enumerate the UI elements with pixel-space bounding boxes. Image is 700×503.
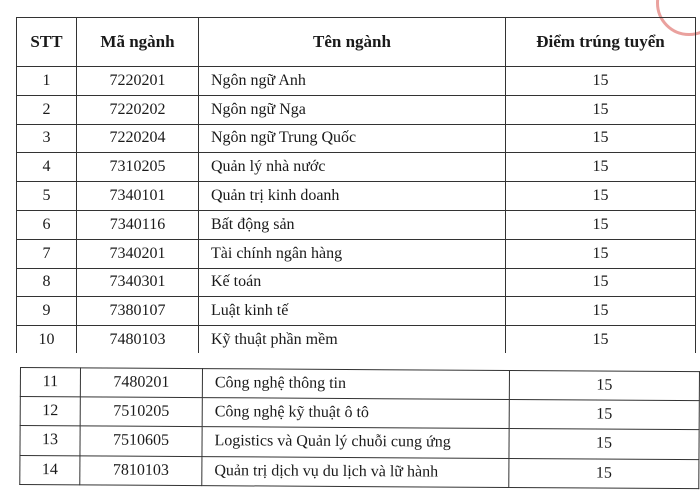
cell-name: Logistics và Quản lý chuỗi cung ứng <box>202 427 509 458</box>
cell-score: 15 <box>509 400 699 430</box>
cell-code: 7380107 <box>77 297 199 326</box>
cell-code: 7220201 <box>77 67 199 96</box>
header-code: Mã ngành <box>77 18 199 67</box>
cell-code: 7340101 <box>77 182 199 211</box>
cell-stt: 14 <box>20 455 80 485</box>
cell-name: Bất động sản <box>199 210 506 239</box>
cell-score: 15 <box>509 458 699 488</box>
cell-score: 15 <box>506 268 696 297</box>
cell-score: 15 <box>506 210 696 239</box>
cell-name: Quản trị kinh doanh <box>199 182 506 211</box>
cell-stt: 7 <box>17 239 77 268</box>
cell-score: 15 <box>506 124 696 153</box>
cell-stt: 2 <box>17 95 77 124</box>
cell-name: Quản lý nhà nước <box>199 153 506 182</box>
cell-score: 15 <box>509 429 699 459</box>
cell-score: 15 <box>506 326 696 355</box>
cell-stt: 9 <box>17 297 77 326</box>
table-row <box>17 268 696 297</box>
cell-code: 7510605 <box>80 426 202 456</box>
cell-stt: 8 <box>17 268 77 297</box>
table-row <box>17 210 696 239</box>
cell-name: Kỹ thuật phần mềm <box>199 326 506 355</box>
table-row <box>17 124 696 153</box>
cell-name: Công nghệ thông tin <box>202 369 509 400</box>
cell-stt: 3 <box>17 124 77 153</box>
cell-score: 15 <box>506 297 696 326</box>
cell-stt: 12 <box>20 397 80 427</box>
header-name: Tên ngành <box>199 18 506 67</box>
table-row <box>17 153 696 182</box>
table-row <box>20 368 699 401</box>
cell-stt: 11 <box>20 368 80 398</box>
table-row <box>20 455 699 488</box>
cell-code: 7810103 <box>80 455 202 485</box>
table-row <box>17 67 696 96</box>
cell-name: Tài chính ngân hàng <box>199 239 506 268</box>
cell-code: 7480201 <box>80 368 202 398</box>
cell-name: Kế toán <box>199 268 506 297</box>
table-row <box>17 95 696 124</box>
cell-score: 15 <box>506 182 696 211</box>
cell-score: 15 <box>506 153 696 182</box>
table-row <box>20 426 699 459</box>
cell-stt: 6 <box>17 210 77 239</box>
cell-code: 7340301 <box>77 268 199 297</box>
page-break-gap <box>0 353 700 365</box>
cell-code: 7340116 <box>77 210 199 239</box>
cell-stt: 5 <box>17 182 77 211</box>
cell-name: Quản trị dịch vụ du lịch và lữ hành <box>202 456 509 487</box>
cell-code: 7340201 <box>77 239 199 268</box>
cell-name: Ngôn ngữ Anh <box>199 67 506 96</box>
cell-code: 7510205 <box>80 397 202 427</box>
cell-stt: 13 <box>20 426 80 456</box>
cell-score: 15 <box>509 370 699 400</box>
table-header-row <box>17 18 696 67</box>
cell-stt: 10 <box>17 326 77 355</box>
header-score: Điểm trúng tuyển <box>506 18 696 67</box>
cell-name: Ngôn ngữ Trung Quốc <box>199 124 506 153</box>
table-row <box>17 239 696 268</box>
cell-score: 15 <box>506 239 696 268</box>
cell-score: 15 <box>506 95 696 124</box>
cell-code: 7220202 <box>77 95 199 124</box>
cell-stt: 1 <box>17 67 77 96</box>
cell-stt: 4 <box>17 153 77 182</box>
table-row <box>17 297 696 326</box>
cell-code: 7310205 <box>77 153 199 182</box>
cell-code: 7220204 <box>77 124 199 153</box>
admission-score-table-part-1 <box>16 17 696 355</box>
cell-score: 15 <box>506 67 696 96</box>
cell-code: 7480103 <box>77 326 199 355</box>
cell-name: Công nghệ kỹ thuật ô tô <box>202 398 509 429</box>
table-row <box>17 326 696 355</box>
cell-name: Ngôn ngữ Nga <box>199 95 506 124</box>
table-row <box>17 182 696 211</box>
admission-score-table-part-2 <box>19 367 700 489</box>
cell-name: Luật kinh tế <box>199 297 506 326</box>
table-row <box>20 397 699 430</box>
header-stt: STT <box>17 18 77 67</box>
